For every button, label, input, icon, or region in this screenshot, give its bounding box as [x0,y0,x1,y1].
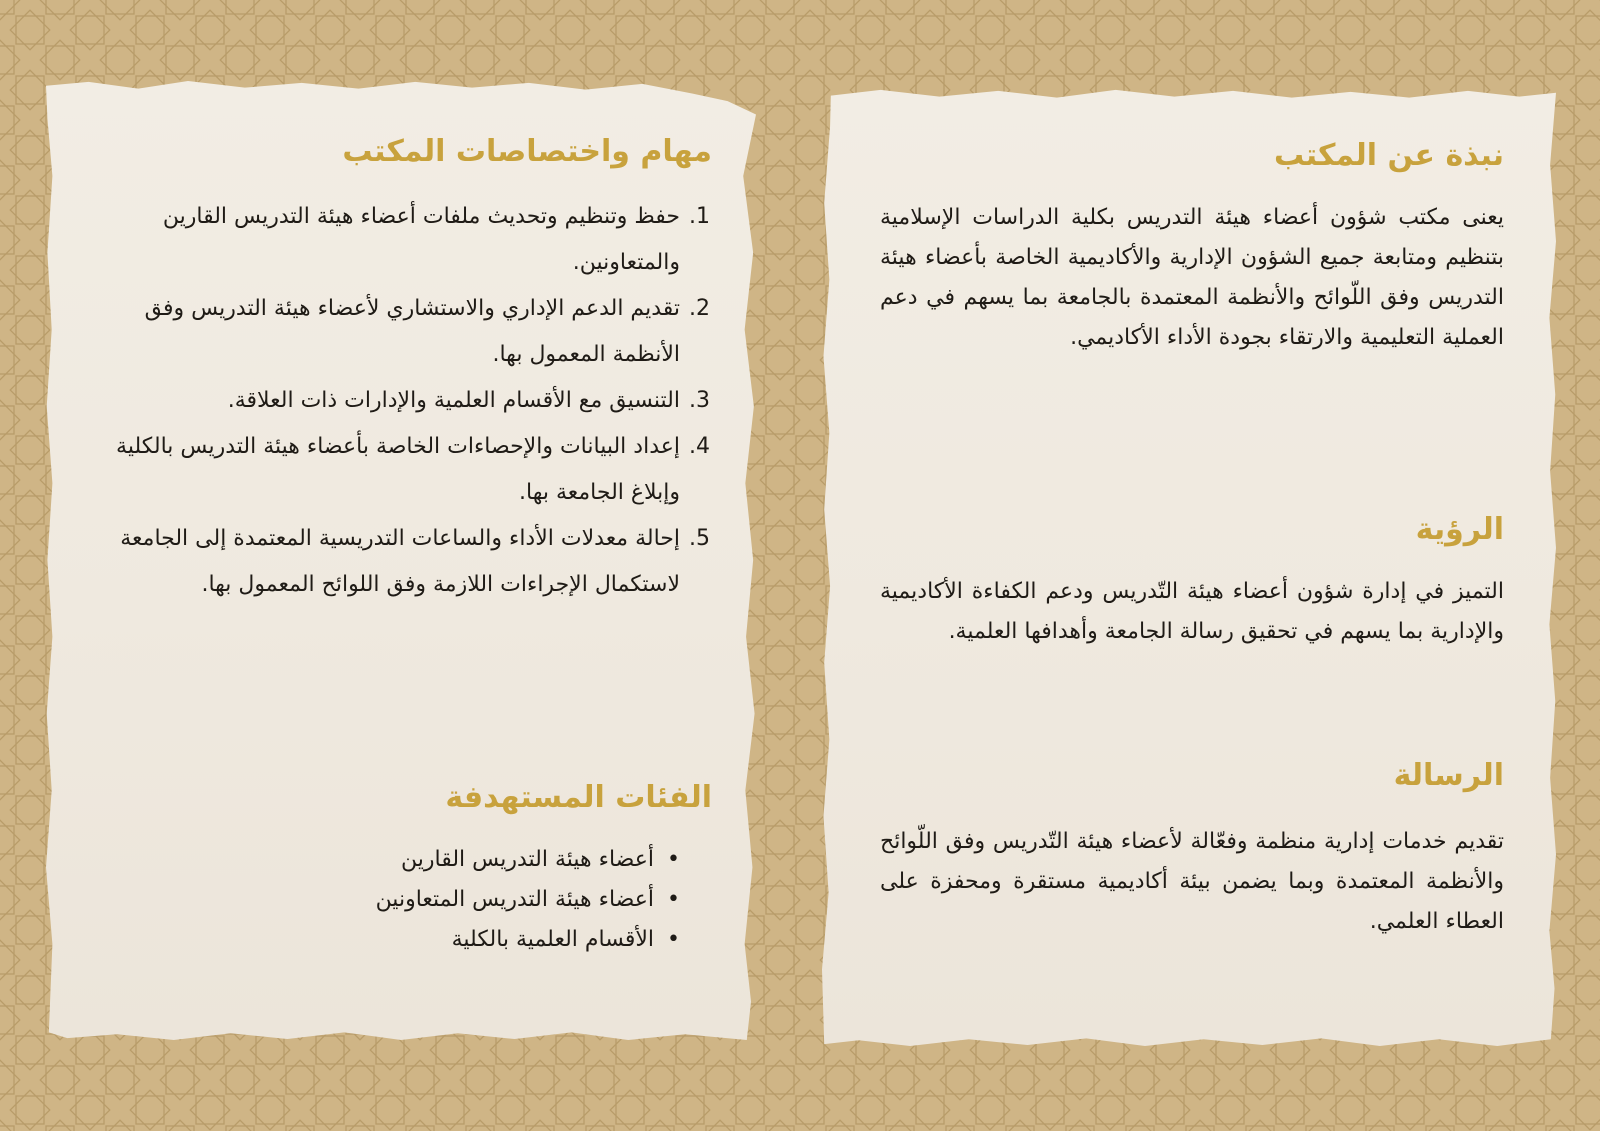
tasks-heading: مهام واختصاصات المكتب [342,134,712,169]
about-heading: نبذة عن المكتب [1273,138,1504,173]
list-item [110,516,710,608]
list-item-text: تقديم الدعم الإداري والاستشاري لأعضاء هيئة التدريس وفق الأنظمة المعمول بها. [144,296,680,367]
list-item-number: 4. [689,434,710,459]
tasks-list [110,194,710,608]
list-item [110,378,710,424]
list-item-number: 5. [689,526,710,551]
about-paragraph: يعنى مكتب شؤون أعضاء هيئة التدريس بكلية الدراسات الإسلامية بتنظيم ومتابعة جميع الشؤون الإدارية والأكاديمية الخاصة بأعضاء هيئة التدريس وفق اللّوائح والأنظمة المعتمدة بالجامعة بما يسهم في دعم العملية التعليمية والارتقاء بجودة الأداء الأكاديمي. [880,205,1504,350]
list-item [110,424,710,516]
vision-paragraph: التميز في إدارة شؤون أعضاء هيئة التّدريس ودعم الكفاءة الأكاديمية والإدارية بما يسهم في تحقيق رسالة الجامعة وأهدافها العلمية. [880,579,1504,644]
list-item [110,194,710,286]
list-item-text: التنسيق مع الأقسام العلمية والإدارات ذات العلاقة. [227,388,680,413]
list-item-text: حفظ وتنظيم وتحديث ملفات أعضاء هيئة التدريس القارين والمتعاونين. [162,204,680,275]
list-item [110,286,710,378]
list-item-number: 1. [689,204,710,229]
mission-heading: الرسالة [1393,758,1504,793]
target-groups-list [120,840,680,960]
target-groups-heading: الفئات المستهدفة [445,780,712,815]
list-item-text: إحالة معدلات الأداء والساعات التدريسية المعتمدة إلى الجامعة لاستكمال الإجراءات اللازمة وفق اللوائح المعمول بها. [120,526,680,597]
list-item: • أعضاء هيئة التدريس المتعاونين [120,880,680,920]
list-item: • الأقسام العلمية بالكلية [120,920,680,960]
list-item-number: 3. [689,388,710,413]
list-item: • أعضاء هيئة التدريس القارين [120,840,680,880]
mission-paragraph: تقديم خدمات إدارية منظمة وفعّالة لأعضاء هيئة التّدريس وفق اللّوائح والأنظمة المعتمدة وبما يضمن بيئة أكاديمية مستقرة ومحفزة على العطاء العلمي. [880,829,1504,934]
list-item-number: 2. [689,296,710,321]
vision-heading: الرؤية [1415,512,1504,547]
list-item-text: إعداد البيانات والإحصاءات الخاصة بأعضاء هيئة التدريس بالكلية وإبلاغ الجامعة بها. [116,434,680,505]
